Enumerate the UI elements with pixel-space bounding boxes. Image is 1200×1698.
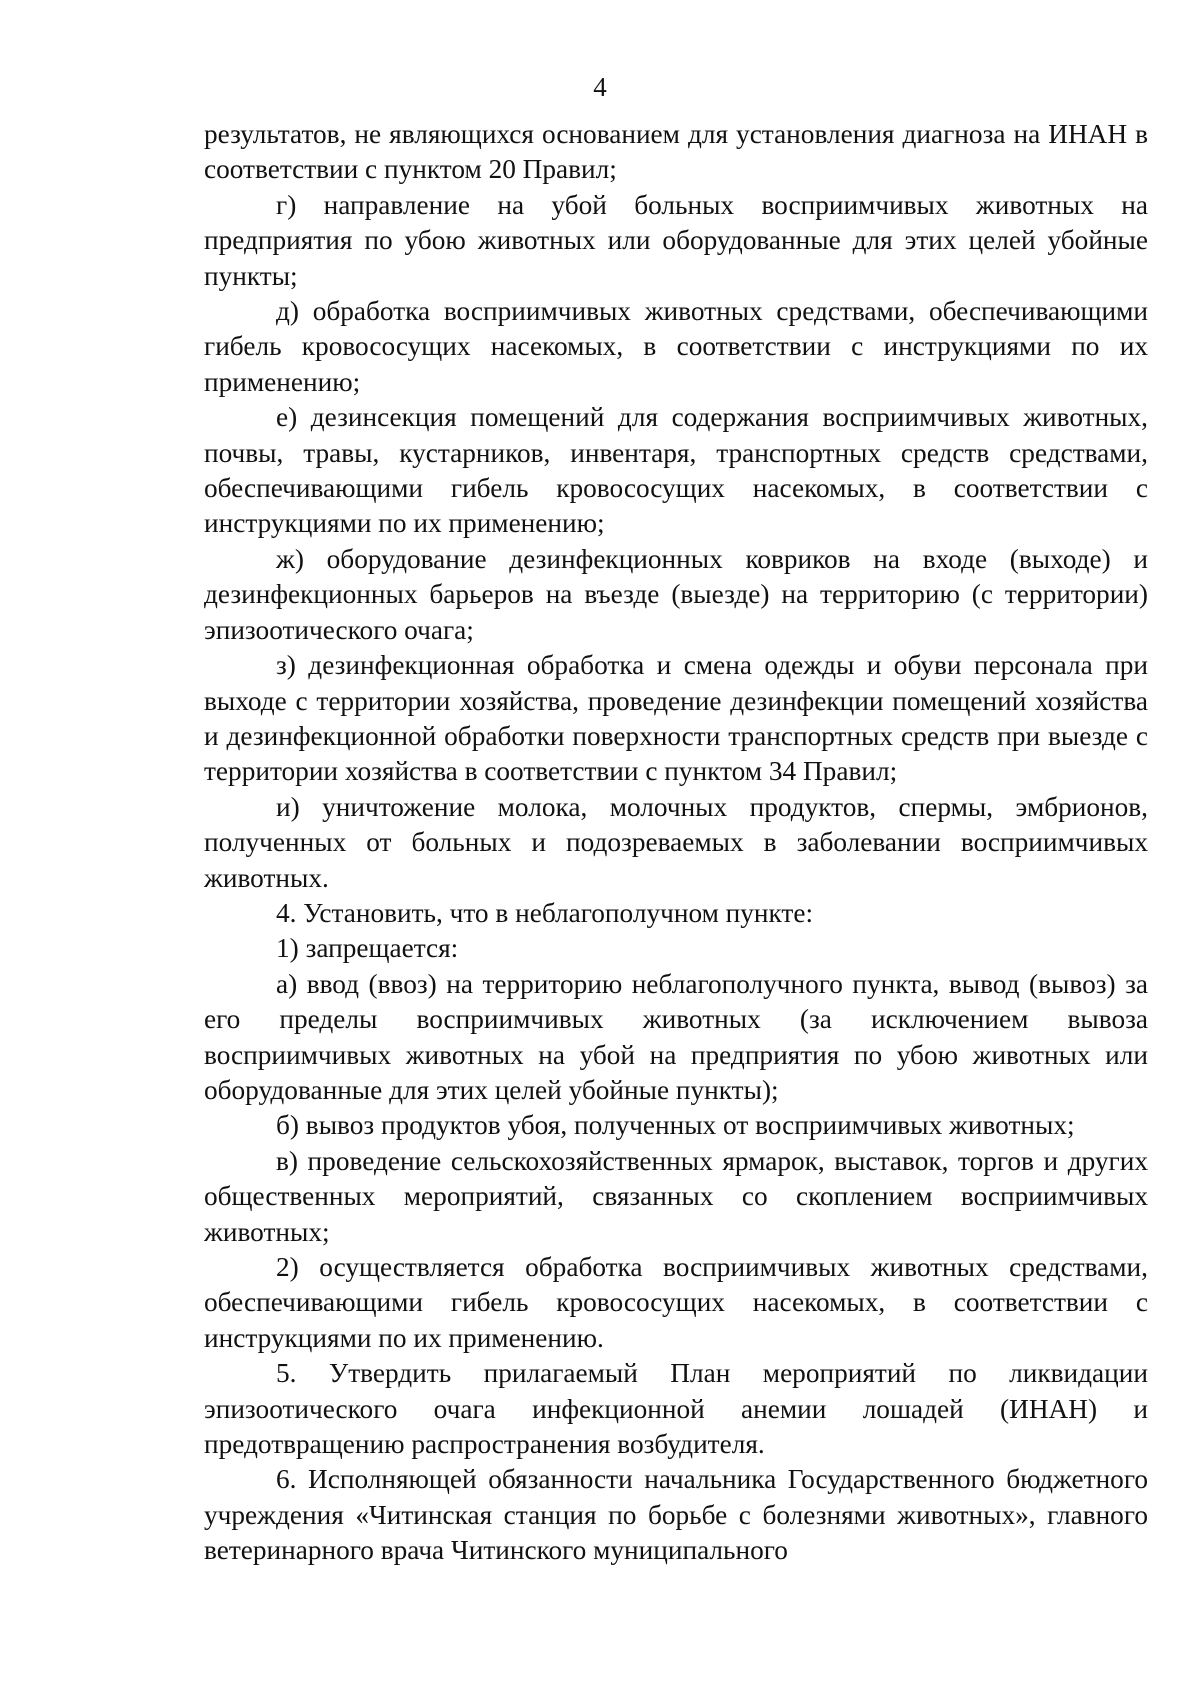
paragraph-section-5: 5. Утвердить прилагаемый План мероприятий по ликвидации эпизоотического очага инфекционной анемии лошадей (ИНАН) и предотвращению распространения возбудителя.: [204, 1358, 1148, 1460]
paragraph-item-e: е) дезинсекция помещений для содержания восприимчивых животных, почвы, травы, кустарников, инвентаря, транспортных средств средствами, обеспечивающими гибель кровососущих насекомых, в соответствии с инструкциями по их применению;: [204, 402, 1148, 539]
paragraph-section-6: 6. Исполняющей обязанности начальника Государственного бюджетного учреждения «Читинская станция по борьбе с болезнями животных», главного ветеринарного врача Читинского муниципального: [204, 1464, 1148, 1566]
document-body: [204, 117, 1148, 1569]
paragraph-continuation: результатов, не являющихся основанием для установления диагноза на ИНАН в соответствии с пунктом 20 Правил;: [204, 119, 1148, 185]
paragraph-subsection-1: 1) запрещается:: [276, 933, 459, 964]
paragraph-item-g: г) направление на убой больных восприимчивых животных на предприятия по убою животных или оборудованные для этих целей убойные пункты;: [204, 189, 1148, 291]
paragraph-section-4: 4. Установить, что в неблагополучном пункте:: [276, 897, 814, 928]
paragraph-item-d: д) обработка восприимчивых животных средствами, обеспечивающими гибель кровососущих насекомых, в соответствии с инструкциями по их применению;: [204, 296, 1148, 397]
paragraph-item-a: а) ввод (ввоз) на территорию неблагополучного пункта, вывод (вывоз) за его пределы восприимчивых животных (за исключением вывоза восприимчивых животных на убой на предприятия по убою животных или оборудованные для этих целей убойные пункты);: [204, 968, 1148, 1105]
page-number: 4: [593, 72, 607, 102]
paragraph-item-z: з) дезинфекционная обработка и смена одежды и обуви персонала при выходе с территории хозяйства, проведение дезинфекции помещений хозяйства и дезинфекционной обработки поверхности транспортных средств при выезде с территории хозяйства в соответствии с пунктом 34 Правил;: [204, 650, 1148, 787]
paragraph-item-i: и) уничтожение молока, молочных продуктов, спермы, эмбрионов, полученных от больных и подозреваемых в заболевании восприимчивых животных.: [204, 791, 1148, 893]
paragraph-item-b: б) вывоз продуктов убоя, полученных от восприимчивых животных;: [276, 1110, 1075, 1141]
paragraph-item-zh: ж) оборудование дезинфекционных ковриков на входе (выходе) и дезинфекционных барьеров на въезде (выезде) на территорию (с территории) эпизоотического очага;: [204, 543, 1148, 645]
paragraph-item-v: в) проведение сельскохозяйственных ярмарок, выставок, торгов и других общественных мероприятий, связанных со скоплением восприимчивых животных;: [204, 1145, 1148, 1247]
paragraph-subsection-2: 2) осуществляется обработка восприимчивых животных средствами, обеспечивающими гибель кровососущих насекомых, в соответствии с инструкциями по их применению.: [204, 1252, 1148, 1353]
